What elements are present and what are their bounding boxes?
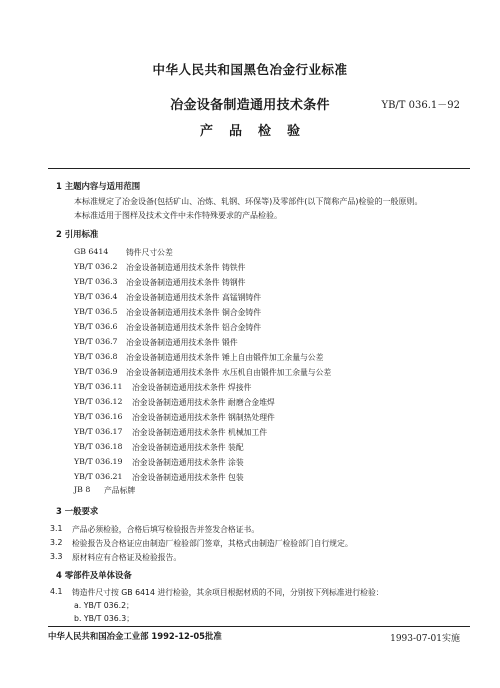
reference-code: YB/T 036.11	[74, 382, 123, 391]
section-3-heading: 3 一般要求	[56, 506, 99, 516]
section-2-heading: 2 引用标准	[56, 229, 99, 239]
reference-title: 冶金设备制造通用技术条件 耐磨合金堆焊	[132, 398, 275, 407]
document-title: 冶金设备制造通用技术条件	[170, 98, 330, 113]
section-4-heading: 4 零部件及单体设备	[56, 570, 132, 580]
clause-text: 原材料应有合格证及检验报告。	[72, 553, 182, 562]
section-1-heading: 1 主题内容与适用范围	[56, 181, 141, 191]
clause-number: 4.1	[50, 587, 63, 596]
reference-code: JB 8	[74, 485, 91, 494]
clause-number: 3.2	[50, 538, 63, 547]
clause-text: 铸造件尺寸按 GB 6414 进行检验，其余项目根据材质的不同，分别按下列标准进行检验：	[72, 588, 384, 597]
reference-title: 冶金设备制造通用技术条件 涂装	[132, 458, 244, 467]
reference-title: 冶金设备制造通用技术条件 包装	[132, 473, 244, 482]
reference-title: 冶金设备制造通用技术条件 装配	[132, 443, 244, 452]
implementation-date: 1993-07-01实施	[390, 634, 460, 644]
reference-code: YB/T 036.5	[74, 307, 118, 316]
reference-code: YB/T 036.21	[74, 472, 123, 481]
reference-title: 产品标牌	[104, 486, 136, 495]
standard-code: YB/T 036.1－92	[381, 100, 460, 111]
reference-title: 铸件尺寸公差	[126, 248, 173, 257]
reference-title: 冶金设备制造通用技术条件 高锰钢铸件	[126, 293, 262, 302]
reference-code: YB/T 036.16	[74, 412, 123, 421]
section-1-paragraph-2: 本标准适用于图样及技术文件中未作特殊要求的产品检验。	[74, 211, 282, 220]
document-subtitle: 产品检验	[199, 124, 316, 139]
footer-divider	[48, 626, 470, 627]
subitem-a: a. YB/T 036.2；	[74, 601, 134, 610]
clause-number: 3.1	[50, 524, 63, 533]
header-divider	[48, 168, 470, 169]
reference-code: YB/T 036.2	[74, 262, 118, 271]
reference-code: YB/T 036.19	[74, 457, 123, 466]
reference-title: 冶金设备制造通用技术条件 钢制热处理件	[132, 413, 275, 422]
reference-title: 冶金设备制造通用技术条件 铜合金铸件	[126, 308, 262, 317]
reference-title: 冶金设备制造通用技术条件 锤上自由锻件加工余量与公差	[126, 353, 324, 362]
clause-text: 产品必须检验，合格后填写检验报告并签发合格证书。	[72, 525, 260, 534]
reference-code: YB/T 036.4	[74, 292, 118, 301]
reference-code: YB/T 036.9	[74, 367, 118, 376]
section-1-paragraph-1: 本标准规定了冶金设备(包括矿山、冶炼、轧钢、环保等)及零部件(以下简称产品)检验的一般原则。	[74, 197, 423, 206]
reference-code: YB/T 036.7	[74, 337, 118, 346]
subitem-b: b. YB/T 036.3；	[74, 614, 135, 623]
reference-code: YB/T 036.17	[74, 427, 123, 436]
reference-title: 冶金设备制造通用技术条件 焊接件	[132, 383, 252, 392]
reference-code: YB/T 036.6	[74, 322, 118, 331]
clause-number: 3.3	[50, 552, 63, 561]
reference-code: YB/T 036.3	[74, 277, 118, 286]
reference-code: YB/T 036.12	[74, 397, 123, 406]
reference-code: GB 6414	[74, 247, 109, 256]
reference-title: 冶金设备制造通用技术条件 铸铁件	[126, 263, 246, 272]
issuing-organization: 中华人民共和国黑色冶金行业标准	[152, 62, 348, 77]
reference-title: 冶金设备制造通用技术条件 水压机自由锻件加工余量与公差	[126, 368, 332, 377]
reference-title: 冶金设备制造通用技术条件 铝合金铸件	[126, 323, 262, 332]
reference-title: 冶金设备制造通用技术条件 机械加工件	[132, 428, 268, 437]
clause-text: 检验报告及合格证应由制造厂检验部门签章，其格式由制造厂检验部门自行规定。	[72, 539, 353, 548]
reference-code: YB/T 036.18	[74, 442, 123, 451]
reference-code: YB/T 036.8	[74, 352, 118, 361]
approval-line: 中华人民共和国冶金工业部 1992-12-05批准	[48, 631, 222, 641]
reference-title: 冶金设备制造通用技术条件 铸钢件	[126, 278, 246, 287]
reference-title: 冶金设备制造通用技术条件 锻件	[126, 338, 238, 347]
